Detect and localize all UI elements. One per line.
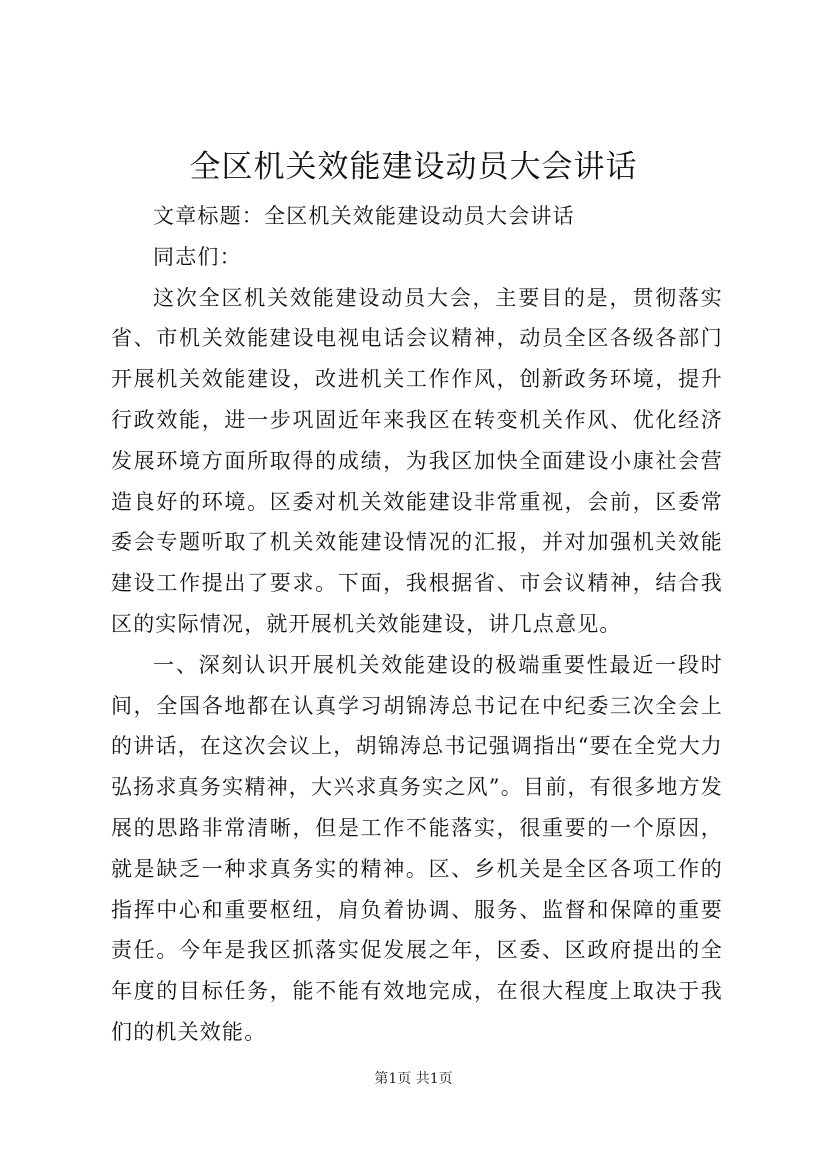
body-paragraph: 这次全区机关效能建设动员大会，主要目的是，贯彻落实省、市机关效能建设电视电话会议精神，动员全区各级各部门开展机关效能建设，改进机关工作作风，创新政务环境，提升行政效能，进一步巩固近年来我区在转变机关作风、优化经济发展环境方面所取得的成绩，为我区加快全面建设小康社会营造良好的环境。区委对机关效能建设非常重视，会前，区委常委会专题听取了机关效能建设情况的汇报，并对加强机关效能建设工作提出了要求。下面，我根据省、市会议精神，结合我区的实际情况，就开展机关效能建设，讲几点意见。 [111,285,723,636]
article-title-line: 文章标题：全区机关效能建设动员大会讲话 [153,204,575,228]
page-number-footer: 第1页 共1页 [374,1071,453,1087]
document-title: 全区机关效能建设动员大会讲话 [189,149,638,185]
document-body [111,196,723,1053]
salutation: 同志们： [153,244,242,269]
body-paragraph: 一、深刻认识开展机关效能建设的极端重要性最近一段时间，全国各地都在认真学习胡锦涛总书记在中纪委三次全会上的讲话，在这次会议上，胡锦涛总书记强调指出“要在全党大力弘扬求真务实精神，大兴求真务实之风”。目前，有很多地方发展的思路非常清晰，但是工作不能落实，很重要的一个原因，就是缺乏一种求真务实的精神。区、乡机关是全区各项工作的指挥中心和重要枢纽，肩负着协调、服务、监督和保障的重要责任。今年是我区抓落实促发展之年，区委、区政府提出的全年度的目标任务，能不能有效地完成，在很大程度上取决于我们的机关效能。 [111,652,723,1044]
